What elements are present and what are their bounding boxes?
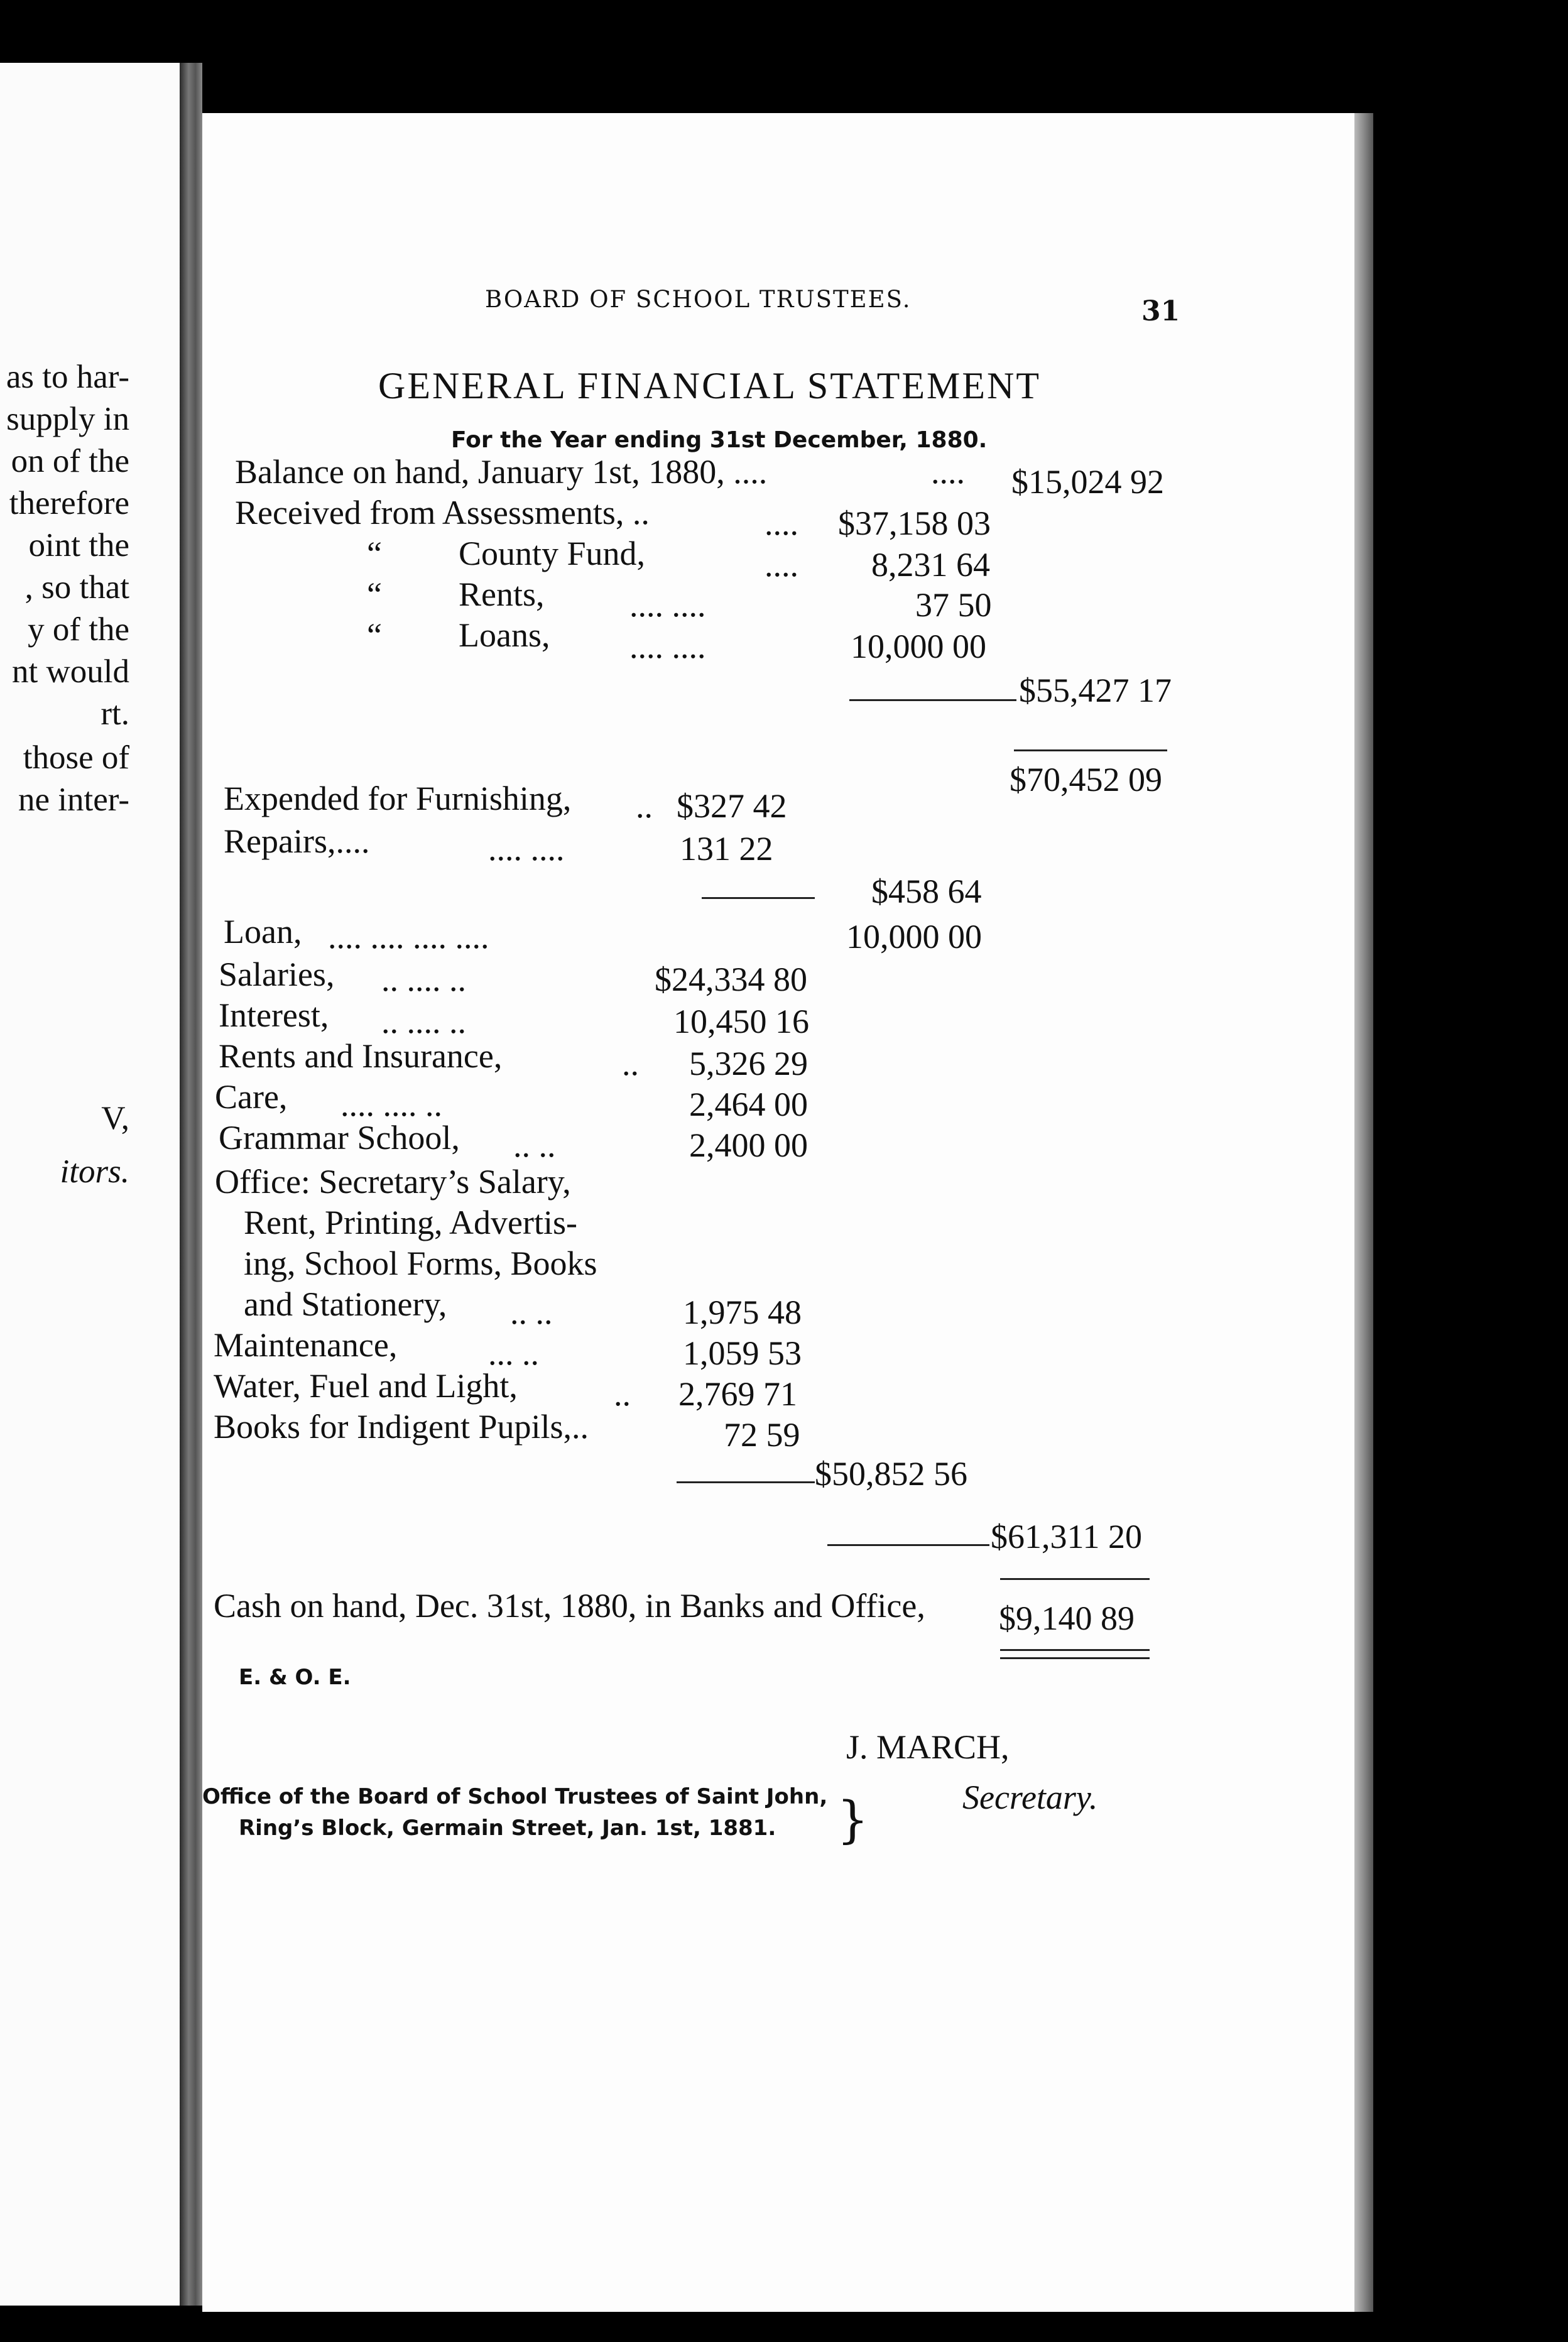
expense-value: 5,326 29 bbox=[689, 1045, 808, 1082]
expense-label: Grammar School, bbox=[219, 1119, 460, 1157]
double-rule bbox=[1000, 1649, 1150, 1651]
expense-value: 2,464 00 bbox=[689, 1086, 808, 1123]
ditto-mark: “ bbox=[367, 616, 382, 654]
repairs-label: Repairs,.... bbox=[224, 822, 370, 860]
expense-dots: .. bbox=[614, 1375, 631, 1413]
repairs-value: 131 22 bbox=[680, 830, 773, 868]
expense-value: 2,400 00 bbox=[689, 1126, 808, 1164]
expense-label: Water, Fuel and Light, bbox=[214, 1367, 518, 1405]
left-text-line: therefore bbox=[9, 485, 129, 521]
statement-page bbox=[202, 113, 1354, 2312]
loan-label: Loan, bbox=[224, 913, 302, 950]
receipt-dots: .... .... bbox=[629, 628, 706, 665]
receipt-label: Received from Assessments, .. bbox=[235, 494, 650, 531]
expense-value: 2,769 71 bbox=[678, 1375, 797, 1413]
left-text-line: itors. bbox=[60, 1153, 129, 1190]
receipt-label: County Fund, bbox=[459, 535, 646, 572]
repairs-dots: .... .... bbox=[488, 830, 565, 868]
expense-label: Care, bbox=[215, 1078, 288, 1116]
page-edge bbox=[1354, 113, 1373, 2312]
expense-value: 72 59 bbox=[724, 1416, 800, 1454]
signature-title: Secretary. bbox=[962, 1778, 1098, 1816]
total-rule bbox=[827, 1544, 989, 1546]
office-line: ing, School Forms, Books bbox=[244, 1245, 597, 1282]
expense-dots: .. .... .. bbox=[381, 961, 466, 998]
expense-dots: .. bbox=[622, 1045, 639, 1082]
left-text-line: y of the bbox=[28, 611, 129, 648]
receipt-label: Loans, bbox=[459, 616, 550, 654]
page-subtitle: For the Year ending 31st December, 1880. bbox=[451, 427, 988, 453]
expense-value: 1,059 53 bbox=[683, 1334, 802, 1372]
receipts-total: $55,427 17 bbox=[1019, 672, 1172, 709]
office-line: Office: Secretary’s Salary, bbox=[215, 1163, 571, 1201]
double-rule bbox=[1000, 1657, 1150, 1659]
total-rule bbox=[849, 699, 1016, 701]
left-text-line: supply in bbox=[6, 401, 129, 437]
furnishing-repairs-total: $458 64 bbox=[871, 873, 982, 910]
running-header: BOARD OF SCHOOL TRUSTEES. bbox=[485, 286, 912, 313]
expenditure-items-total: $50,852 56 bbox=[815, 1455, 967, 1493]
furnishing-label: Expended for Furnishing, bbox=[224, 780, 572, 817]
expense-label: Salaries, bbox=[219, 956, 335, 993]
left-text-line: oint the bbox=[28, 527, 129, 564]
left-page-fragment bbox=[0, 63, 180, 2306]
expense-label: Maintenance, bbox=[214, 1326, 398, 1364]
office-line: Rent, Printing, Advertis- bbox=[244, 1204, 577, 1241]
expense-value: $24,334 80 bbox=[655, 961, 807, 998]
receipt-value: $37,158 03 bbox=[838, 504, 991, 542]
left-text-line: rt. bbox=[101, 695, 129, 732]
errors-omissions-note: E. & O. E. bbox=[239, 1665, 351, 1690]
balance-dots: .... bbox=[931, 453, 965, 491]
cash-on-hand-label: Cash on hand, Dec. 31st, 1880, in Banks and Office, bbox=[214, 1587, 925, 1625]
book-gutter bbox=[180, 63, 202, 2306]
receipt-value: 8,231 64 bbox=[871, 546, 990, 584]
receipt-value: 37 50 bbox=[915, 586, 992, 624]
expense-label: Interest, bbox=[219, 996, 329, 1034]
total-rule bbox=[1000, 1578, 1150, 1580]
left-text-line: those of bbox=[23, 739, 129, 776]
receipt-value: 10,000 00 bbox=[851, 628, 986, 665]
cash-on-hand-value: $9,140 89 bbox=[999, 1599, 1135, 1637]
expense-value: 10,450 16 bbox=[673, 1003, 809, 1040]
balance-value: $15,024 92 bbox=[1011, 463, 1164, 501]
expense-dots: .. .. bbox=[513, 1126, 556, 1164]
expense-dots: ... .. bbox=[488, 1334, 539, 1372]
loan-value: 10,000 00 bbox=[846, 918, 982, 956]
expense-dots: .. .... .. bbox=[381, 1003, 466, 1040]
office-line: and Stationery, bbox=[244, 1285, 447, 1323]
page-number: 31 bbox=[1141, 295, 1180, 327]
office-value: 1,975 48 bbox=[683, 1294, 802, 1331]
loan-dots: .... .... .... .... bbox=[328, 918, 489, 956]
address-line: Office of the Board of School Trustees of Saint John, bbox=[202, 1784, 828, 1809]
office-dots: .. .. bbox=[510, 1294, 553, 1331]
total-rule bbox=[677, 1481, 815, 1483]
expense-dots: .... .... .. bbox=[340, 1086, 442, 1123]
receipt-label: Rents, bbox=[459, 575, 545, 613]
left-text-line: as to har- bbox=[6, 359, 129, 395]
total-rule bbox=[1014, 749, 1167, 751]
left-text-line: on of the bbox=[11, 443, 129, 479]
balance-label: Balance on hand, January 1st, 1880, .... bbox=[235, 453, 768, 491]
receipt-dots: .... .... bbox=[629, 586, 706, 624]
brace-mark: } bbox=[837, 1790, 869, 1849]
expense-label: Books for Indigent Pupils,.. bbox=[214, 1408, 589, 1446]
left-text-line: V, bbox=[101, 1100, 129, 1136]
page-title: GENERAL FINANCIAL STATEMENT bbox=[378, 365, 1042, 406]
receipt-dots: .... bbox=[765, 504, 798, 542]
expenditure-total: $61,311 20 bbox=[991, 1518, 1142, 1555]
left-text-line: ne inter- bbox=[18, 782, 129, 818]
receipt-dots: .... bbox=[765, 546, 798, 584]
ditto-mark: “ bbox=[367, 575, 382, 613]
expense-label: Rents and Insurance, bbox=[219, 1037, 503, 1075]
signature-name: J. MARCH, bbox=[846, 1728, 1010, 1766]
furnishing-value: $327 42 bbox=[677, 787, 787, 825]
left-text-line: , so that bbox=[24, 569, 129, 606]
furnishing-dots: .. bbox=[636, 787, 653, 825]
grand-total: $70,452 09 bbox=[1010, 761, 1162, 798]
left-text-line: nt would bbox=[12, 653, 129, 690]
subtotal-rule bbox=[702, 897, 815, 899]
address-line: Ring’s Block, Germain Street, Jan. 1st, 1881. bbox=[239, 1816, 776, 1841]
ditto-mark: “ bbox=[367, 535, 382, 572]
